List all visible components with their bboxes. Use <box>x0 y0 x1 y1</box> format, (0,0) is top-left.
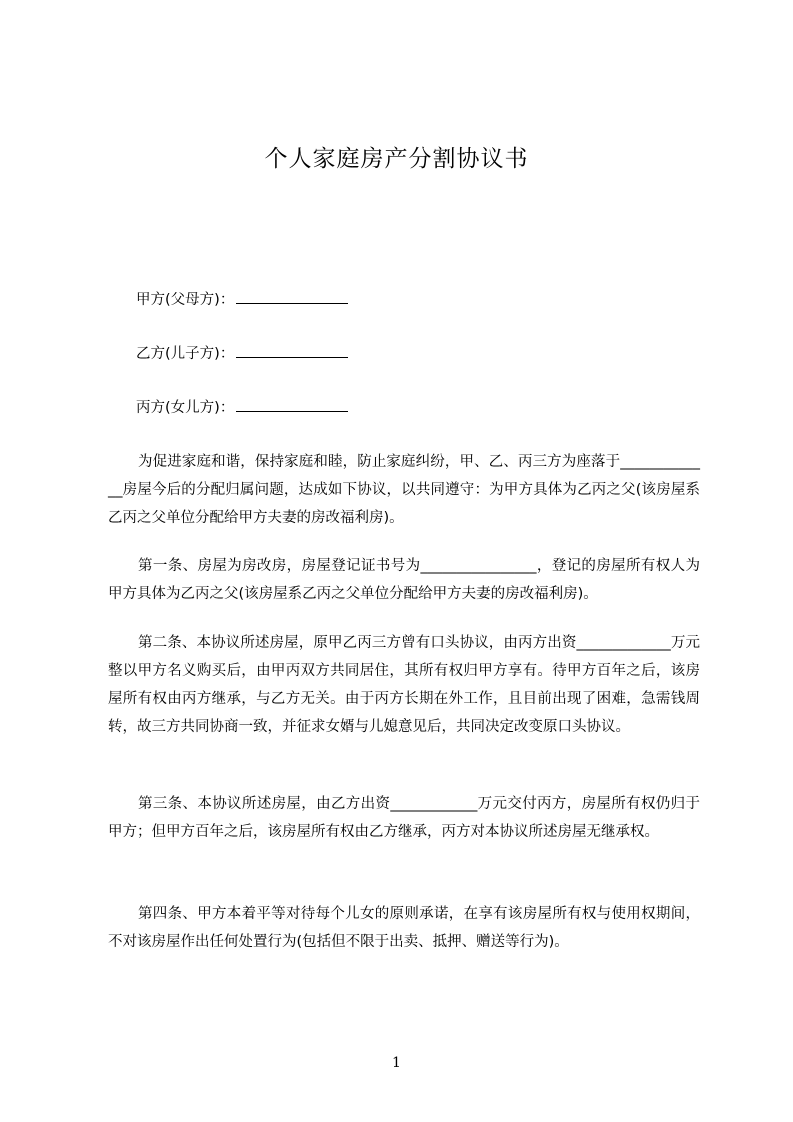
party-b-blank <box>236 345 348 358</box>
article-3-paragraph: 第三条、本协议所述房屋，由乙方出资____________万元交付丙方，房屋所有权仍归于甲方；但甲方百年之后，该房屋所有权由乙方继承，丙方对本协议所述房屋无继承权。 <box>108 796 700 840</box>
party-c-label: 丙方(女儿方)： <box>136 400 235 416</box>
party-a-label: 甲方(父母方)： <box>136 292 235 308</box>
party-a-line <box>136 290 348 310</box>
article-1-paragraph: 第一条、房屋为房改房，房屋登记证书号为________________，登记的房屋所有权人为甲方具体为乙丙之父(该房屋系乙丙之父单位分配给甲方夫妻的房改福利房)。 <box>108 558 700 602</box>
page-number: 1 <box>392 1055 401 1071</box>
party-b-label: 乙方(儿子方)： <box>136 346 235 362</box>
article-2-paragraph: 第二条、本协议所述房屋，原甲乙丙三方曾有口头协议，由丙方出资_____________万元整以甲方名义购买后，由甲丙双方共同居住，其所有权归甲方享有。待甲方百年之后，该房屋所有权由丙方继承，与乙方无关。由于丙方长期在外工作，且目前出现了困难，急需钱周转，故三方共同协商一致，并征求女婿与儿媳意见后，共同决定改变原口头协议。 <box>108 635 700 735</box>
party-c-blank <box>236 399 348 412</box>
party-a-blank <box>236 291 348 304</box>
party-b-line <box>136 344 348 364</box>
article-4-paragraph: 第四条、甲方本着平等对待每个儿女的原则承诺，在享有该房屋所有权与使用权期间，不对该房屋作出任何处置行为(包括但不限于出卖、抵押、赠送等行为)。 <box>108 906 700 950</box>
preamble-paragraph: 为促进家庭和谐，保持家庭和睦，防止家庭纠纷，甲、乙、丙三方为座落于_____________房屋今后的分配归属问题，达成如下协议，以共同遵守：为甲方具体为乙丙之父(该房屋系乙丙之父单位分配给甲方夫妻的房改福利房)。 <box>108 454 700 526</box>
party-c-line <box>136 398 348 418</box>
document-title: 个人家庭房产分割协议书 <box>264 146 529 172</box>
